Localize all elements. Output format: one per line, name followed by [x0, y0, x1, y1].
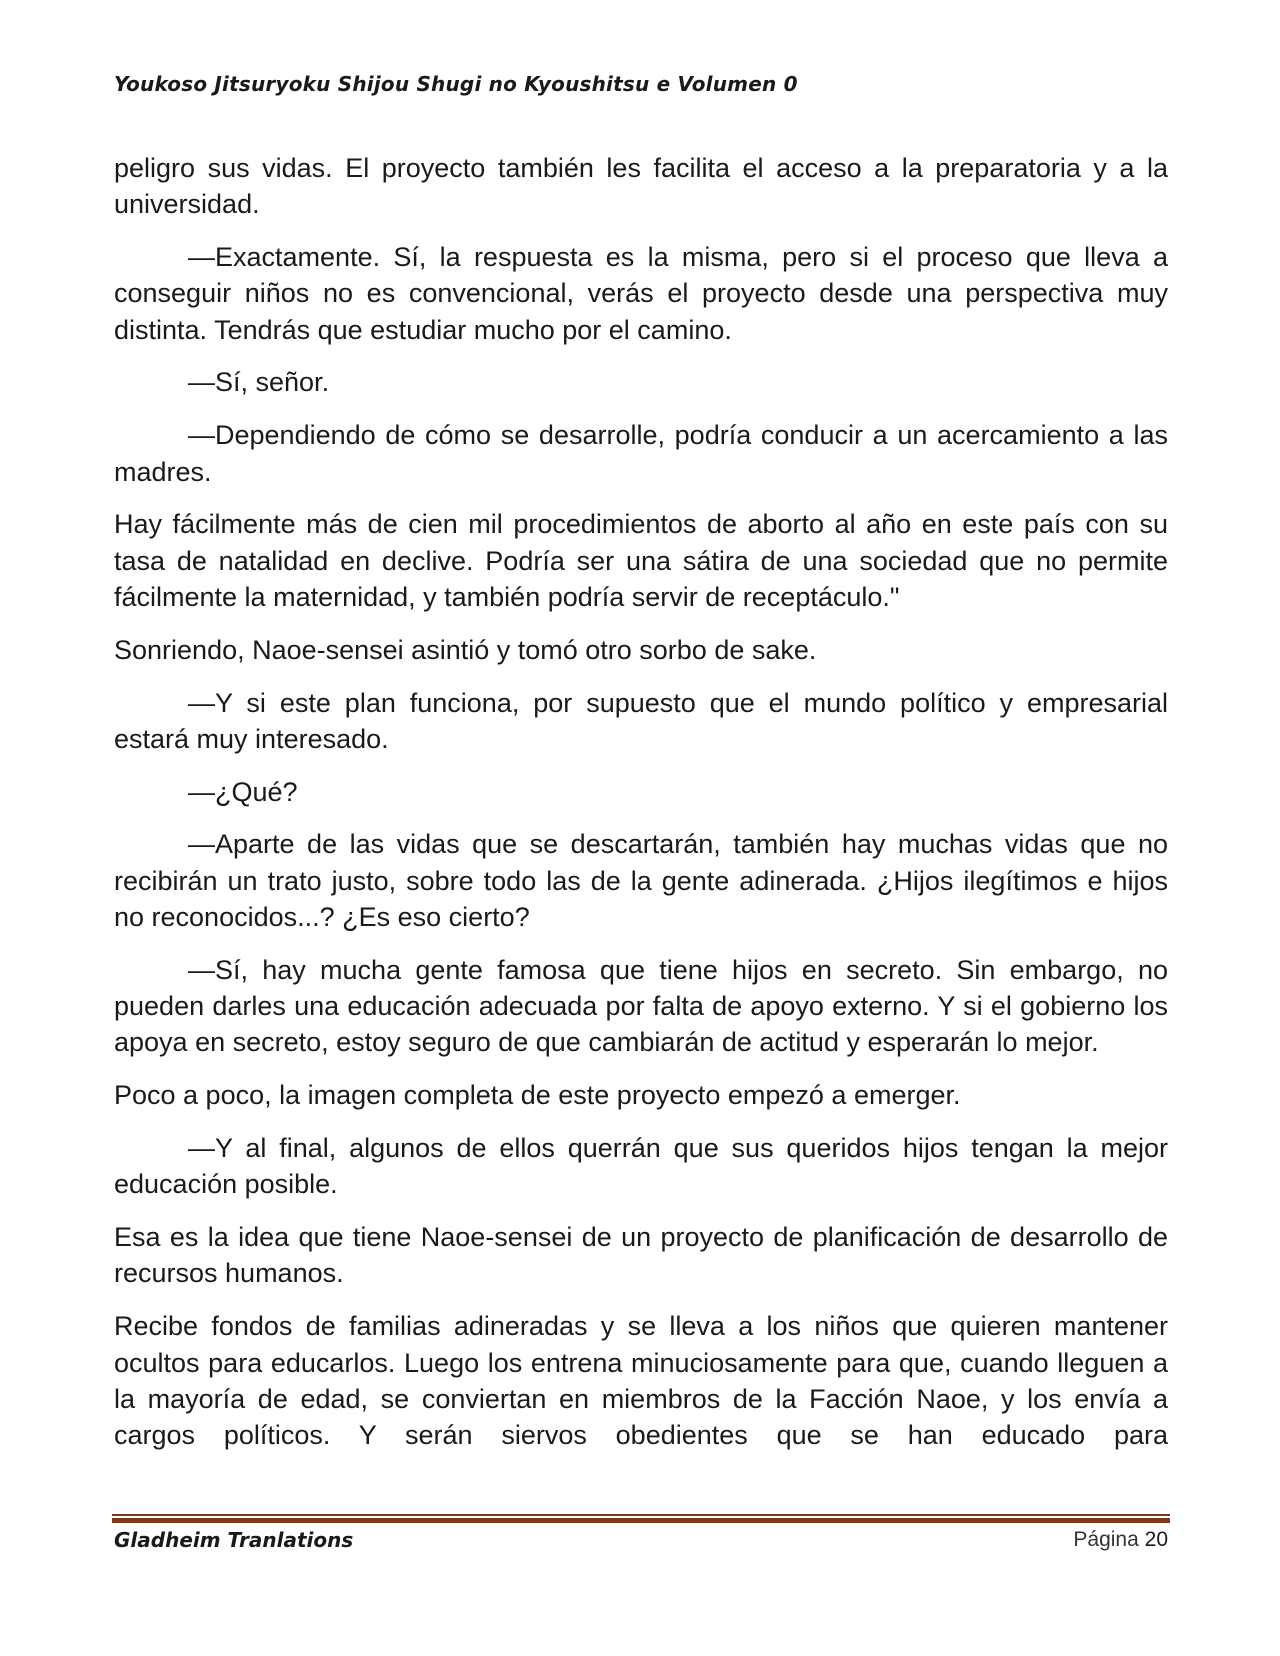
paragraph: —Dependiendo de cómo se desarrolle, podría conducir a un acercamiento a las madres.: [114, 420, 1168, 487]
paragraph: Esa es la idea que tiene Naoe-sensei de un proyecto de planificación de desarrollo de recursos humanos.: [114, 1222, 1168, 1289]
paragraph: —Aparte de las vidas que se descartarán, también hay muchas vidas que no recibirán un trato justo, sobre todo las de la gente adinerada. ¿Hijos ilegítimos e hijos no reconocidos...? ¿Es eso cierto?: [114, 829, 1168, 933]
page-label: Página: [1073, 1528, 1139, 1551]
paragraph: Sonriendo, Naoe-sensei asintió y tomó otro sorbo de sake.: [114, 634, 817, 665]
footer-rule-thick: [112, 1518, 1170, 1523]
paragraph: peligro sus vidas. El proyecto también les facilita el acceso a la preparatoria y a la universidad.: [114, 153, 1168, 220]
footer-rule-thin: [112, 1514, 1170, 1516]
body-text: [114, 150, 1168, 1453]
paragraph: —Y al final, algunos de ellos querrán que sus queridos hijos tengan la mejor educación posible.: [114, 1133, 1168, 1200]
page-number: 20: [1144, 1528, 1168, 1551]
paragraph: Hay fácilmente más de cien mil procedimientos de aborto al año en este país con su tasa de natalidad en declive. Podría ser una sátira de una sociedad que no permite fácilmente la maternidad, y también podría servir de receptáculo.": [114, 509, 1168, 612]
paragraph: Recibe fondos de familias adineradas y se lleva a los niños que quieren mantener ocultos para educarlos. Luego los entrena minuciosamente para que, cuando lleguen a la mayoría de edad, se conviertan en miembros de la Facción Naoe, y los envía a cargos políticos. Y serán siervos obedientes que se han educado para: [114, 1311, 1168, 1451]
footer-rule: [112, 1514, 1170, 1524]
page-number-block: [1073, 1528, 1168, 1552]
paragraph: —Sí, señor.: [188, 367, 330, 398]
footer-group-name: Gladheim Tranlations: [114, 1528, 354, 1552]
paragraph: —Exactamente. Sí, la respuesta es la misma, pero si el proceso que lleva a conseguir niños no es convencional, verás el proyecto desde una perspectiva muy distinta. Tendrás que estudiar mucho por el camino.: [114, 242, 1168, 345]
paragraph: —Y si este plan funciona, por supuesto que el mundo político y empresarial estará muy interesado.: [114, 687, 1168, 754]
paragraph: Poco a poco, la imagen completa de este proyecto empezó a emerger.: [114, 1080, 961, 1111]
paragraph: —¿Qué?: [188, 776, 298, 807]
running-header: Youkoso Jitsuryoku Shijou Shugi no Kyoushitsu e Volumen 0: [114, 72, 798, 96]
paragraph: —Sí, hay mucha gente famosa que tiene hijos en secreto. Sin embargo, no pueden darles una educación adecuada por falta de apoyo externo. Y si el gobierno los apoya en secreto, estoy seguro de que cambiarán de actitud y esperarán lo mejor.: [114, 954, 1168, 1058]
